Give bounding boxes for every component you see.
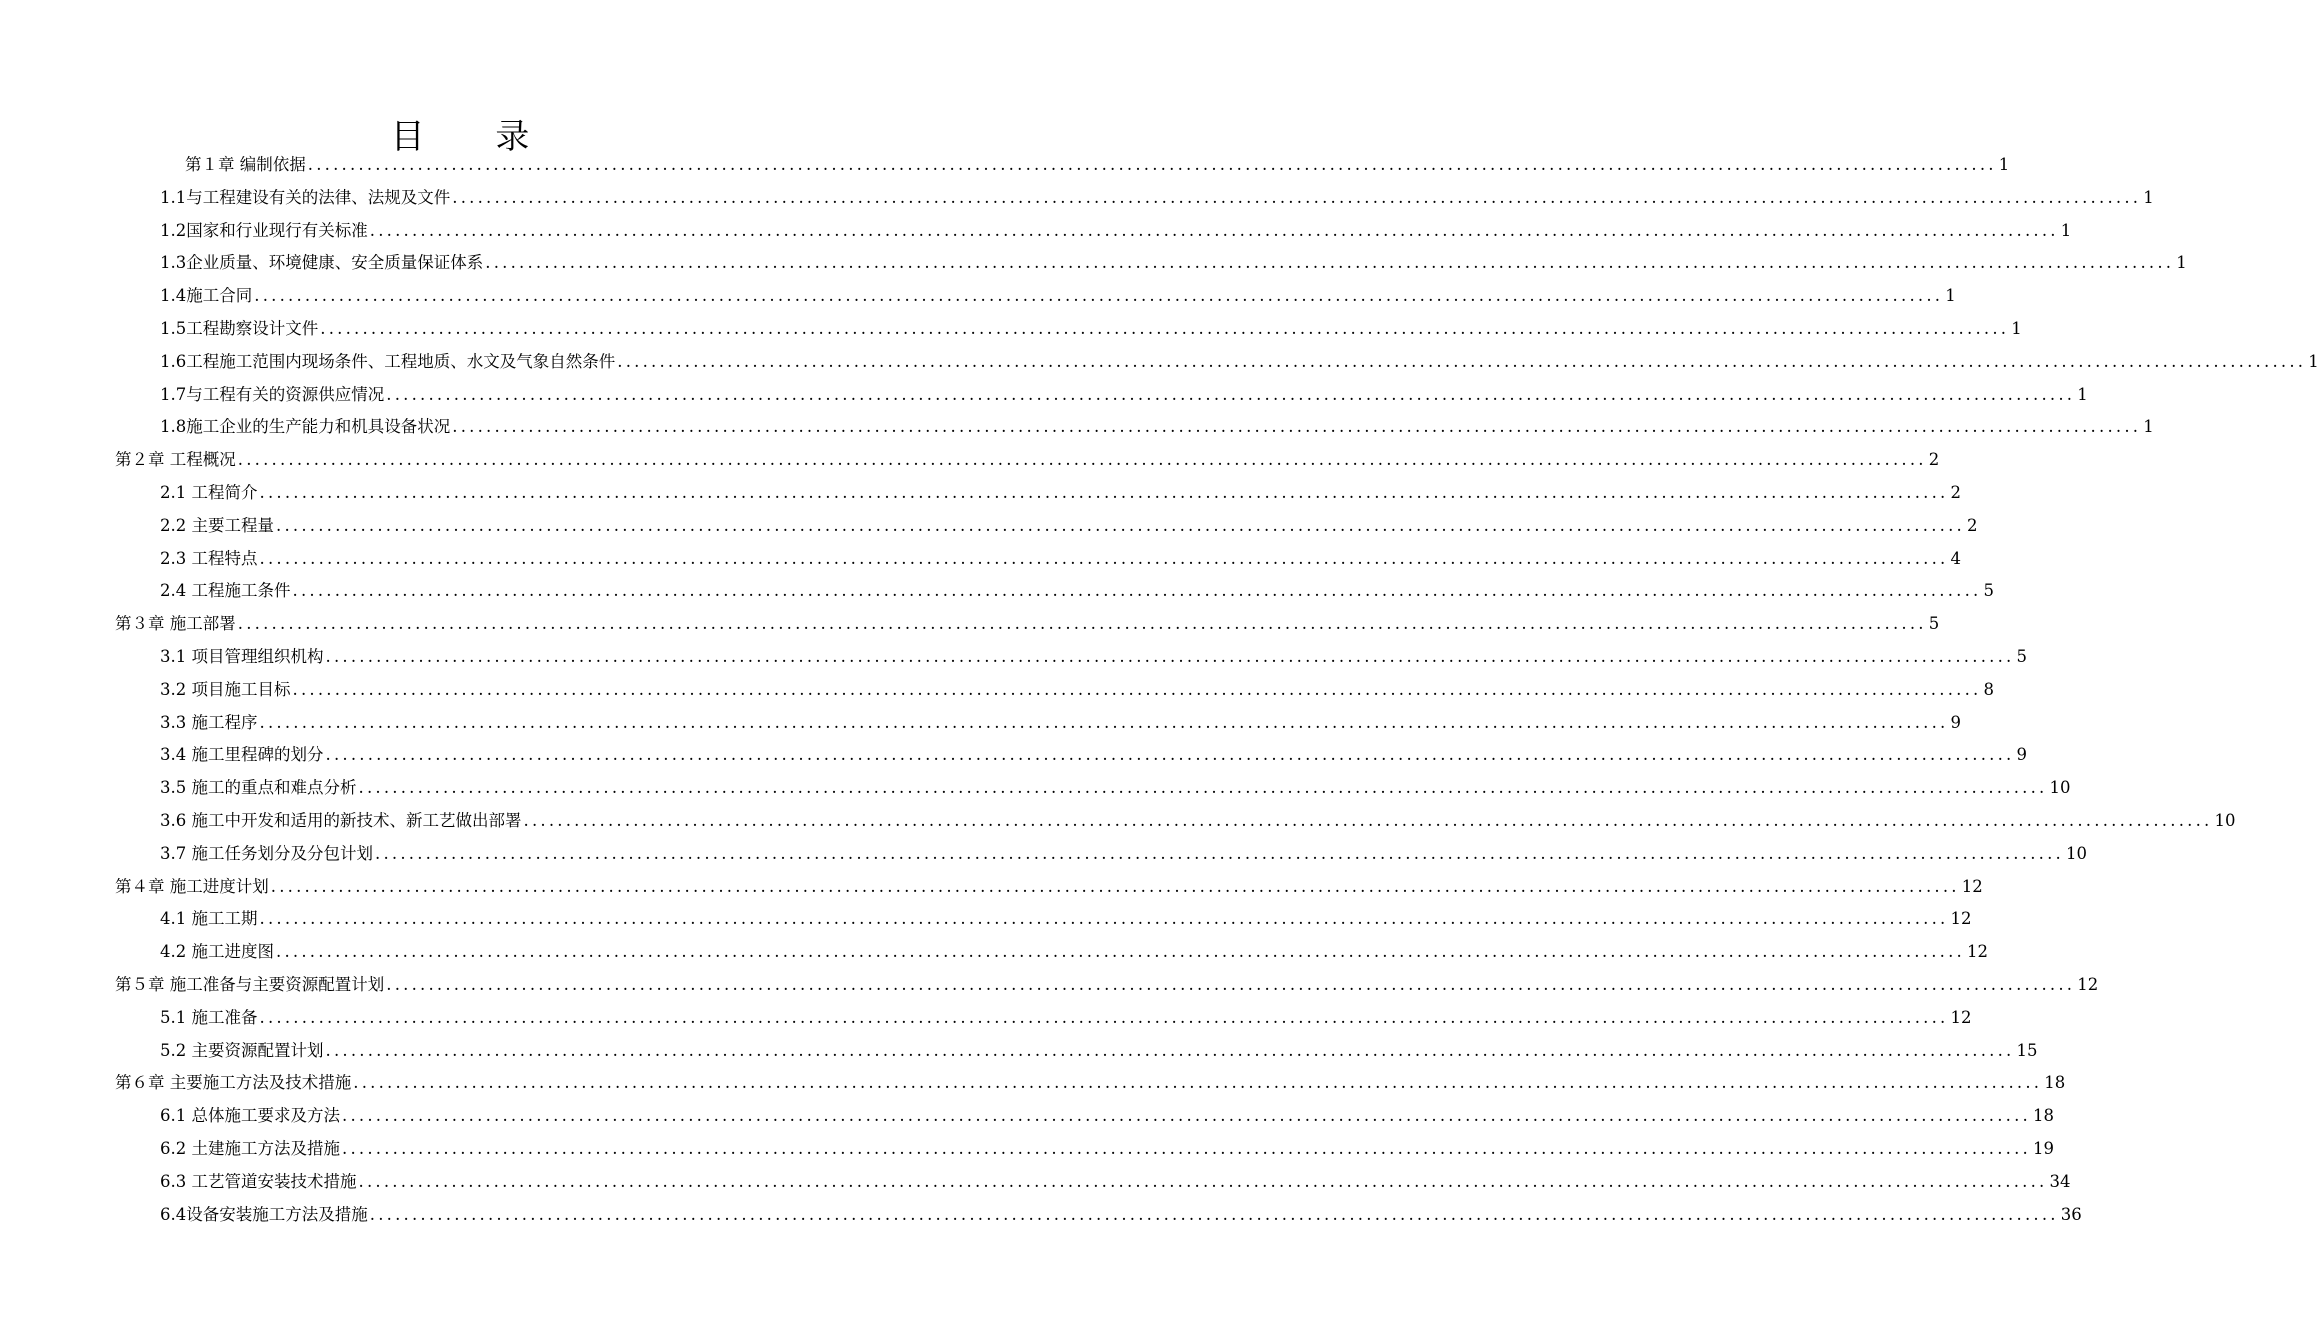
toc-page-number: 12: [1961, 876, 1983, 896]
toc-section-entry[interactable]: [160, 574, 1994, 602]
toc-section-entry[interactable]: [160, 837, 2087, 865]
toc-page-number: 1: [2176, 253, 2187, 273]
toc-page-number: 1: [2143, 187, 2154, 207]
toc-section-entry[interactable]: [160, 542, 1961, 570]
toc-leader-dots: ........................................................................................................................................................................................................: [276, 515, 1965, 535]
toc-leader-dots: ........................................................................................................................................................................................................: [237, 450, 1927, 470]
toc-page-number: 12: [1966, 942, 1988, 962]
toc-leader-dots: ........................................................................................................................................................................................................: [386, 384, 2076, 404]
toc-section-entry[interactable]: [160, 214, 2072, 242]
toc-chapter-entry[interactable]: [115, 443, 1940, 471]
toc-page-number: 2: [1928, 450, 1940, 470]
toc-entry-title: 6.4设备安装施工方法及措施: [160, 1204, 368, 1224]
toc-section-entry[interactable]: [160, 1034, 2038, 1062]
toc-section-entry[interactable]: [160, 1165, 2071, 1193]
toc-section-entry[interactable]: [160, 771, 2071, 799]
toc-page-number: 5: [1928, 614, 1940, 634]
toc-leader-dots: ........................................................................................................................................................................................................: [307, 155, 1997, 174]
toc-entry-title: 6.3 工艺管道安装技术措施: [160, 1171, 357, 1191]
toc-entry-title: 第３章 施工部署: [115, 614, 236, 634]
toc-page-number: 19: [2032, 1139, 2054, 1158]
toc-page-number: 2: [1966, 515, 1978, 535]
toc-entry-title: 1.2国家和行业现行有关标准: [160, 220, 368, 240]
toc-section-entry[interactable]: [160, 509, 1978, 537]
toc-entry-title: 3.3 施工程序: [160, 712, 258, 732]
toc-page-number: 1: [1998, 155, 2010, 174]
toc-leader-dots: ........................................................................................................................................................................................................: [452, 187, 2142, 207]
toc-entry-title: 4.1 施工工期: [160, 909, 258, 929]
toc-page-number: 1: [2143, 417, 2154, 437]
toc-section-entry[interactable]: [160, 476, 1961, 504]
toc-section-entry[interactable]: [160, 640, 2027, 668]
toc-entry-title: 1.1与工程建设有关的法律、法规及文件: [160, 187, 451, 207]
toc-section-entry[interactable]: [160, 804, 2236, 832]
toc-leader-dots: ........................................................................................................................................................................................................: [259, 483, 1949, 502]
toc-leader-dots: ........................................................................................................................................................................................................: [259, 1007, 1949, 1027]
toc-leader-dots: ........................................................................................................................................................................................................: [325, 647, 2015, 666]
toc-page-number: 2: [1950, 483, 1961, 502]
toc-section-entry[interactable]: [160, 935, 1988, 963]
toc-chapter-entry[interactable]: [115, 968, 2099, 996]
toc-leader-dots: ........................................................................................................................................................................................................: [259, 712, 1949, 732]
toc-page-number: 18: [2044, 1073, 2066, 1093]
toc-entry-title: 1.8施工企业的生产能力和机具设备状况: [160, 417, 451, 437]
toc-entry-title: 6.1 总体施工要求及方法: [160, 1106, 340, 1126]
toc-section-entry[interactable]: [160, 378, 2088, 406]
toc-entry-title: 3.5 施工的重点和难点分析: [160, 778, 357, 798]
toc-page-number: 18: [2032, 1106, 2054, 1126]
toc-section-entry[interactable]: [160, 246, 2187, 274]
toc-entry-title: 3.7 施工任务划分及分包计划: [160, 843, 373, 863]
toc-leader-dots: ........................................................................................................................................................................................................: [353, 1073, 2043, 1093]
toc-section-entry[interactable]: [160, 1132, 2054, 1160]
toc-entry-title: 第２章 工程概况: [115, 450, 236, 470]
toc-leader-dots: ........................................................................................................................................................................................................: [325, 1040, 2015, 1060]
toc-leader-dots: ........................................................................................................................................................................................................: [270, 876, 1960, 896]
toc-leader-dots: ........................................................................................................................................................................................................: [254, 286, 1944, 306]
toc-entry-title: 1.3企业质量、环境健康、安全质量保证体系: [160, 253, 484, 273]
toc-entry-title: 5.2 主要资源配置计划: [160, 1040, 324, 1060]
toc-leader-dots: ........................................................................................................................................................................................................: [452, 417, 2142, 437]
toc-leader-dots: ........................................................................................................................................................................................................: [358, 1171, 2048, 1191]
toc-page-number: 1: [2308, 351, 2319, 371]
toc-section-entry[interactable]: [160, 1099, 2054, 1127]
toc-entry-title: 1.4施工合同: [160, 286, 253, 306]
toc-page-number: 10: [2049, 778, 2071, 798]
toc-section-entry[interactable]: [160, 181, 2154, 209]
toc-leader-dots: ........................................................................................................................................................................................................: [292, 581, 1982, 601]
toc-chapter-entry[interactable]: [115, 1066, 2066, 1094]
toc-section-entry[interactable]: [160, 1001, 1972, 1029]
toc-page-number: 10: [2065, 843, 2087, 863]
toc-entry-title: 3.4 施工里程碑的划分: [160, 745, 324, 765]
toc-entry-title: 3.2 项目施工目标: [160, 679, 291, 699]
toc-leader-dots: ........................................................................................................................................................................................................: [369, 1204, 2059, 1224]
toc-section-entry[interactable]: [160, 902, 1972, 930]
toc-page-number: 9: [2016, 745, 2027, 765]
toc-section-entry[interactable]: [160, 738, 2027, 766]
toc-section-entry[interactable]: [160, 706, 1961, 734]
toc-entry-title: 2.4 工程施工条件: [160, 581, 291, 601]
toc-page-number: 12: [1950, 909, 1972, 929]
toc-chapter-entry[interactable]: [115, 870, 1983, 898]
toc-page-number: 15: [2016, 1040, 2038, 1060]
toc-leader-dots: ........................................................................................................................................................................................................: [259, 909, 1949, 929]
toc-leader-dots: ........................................................................................................................................................................................................: [259, 548, 1949, 568]
toc-section-entry[interactable]: [160, 1198, 2082, 1226]
toc-entry-title: 4.2 施工进度图: [160, 942, 274, 962]
toc-entry-title: 3.6 施工中开发和适用的新技术、新工艺做出部署: [160, 811, 522, 830]
toc-entry-title: 2.2 主要工程量: [160, 515, 274, 535]
toc-page-number: 5: [1983, 581, 1994, 601]
toc-leader-dots: ........................................................................................................................................................................................................: [617, 351, 2307, 371]
toc-leader-dots: ........................................................................................................................................................................................................: [342, 1106, 2031, 1126]
toc-entry-title: 2.1 工程简介: [160, 483, 258, 502]
toc-entry-title: 6.2 土建施工方法及措施: [160, 1139, 340, 1158]
toc-entry-title: 第５章 施工准备与主要资源配置计划: [115, 975, 385, 994]
toc-page-number: 34: [2049, 1171, 2071, 1191]
toc-section-entry[interactable]: [160, 345, 2319, 373]
toc-page-number: 5: [2016, 647, 2027, 666]
toc-leader-dots: ........................................................................................................................................................................................................: [386, 975, 2076, 994]
toc-entry-title: 2.3 工程特点: [160, 548, 258, 568]
toc-leader-dots: ........................................................................................................................................................................................................: [523, 811, 2213, 830]
toc-section-entry[interactable]: [160, 410, 2154, 438]
toc-leader-dots: ........................................................................................................................................................................................................: [369, 220, 2059, 240]
toc-page-number: 1: [2060, 220, 2072, 240]
toc-page-number: 36: [2060, 1204, 2082, 1224]
toc-section-entry[interactable]: [160, 279, 1956, 307]
toc-entry-title: 3.1 项目管理组织机构: [160, 647, 324, 666]
toc-entry-title: 5.1 施工准备: [160, 1007, 258, 1027]
toc-page-number: 12: [2077, 975, 2099, 994]
toc-leader-dots: ........................................................................................................................................................................................................: [325, 745, 2015, 765]
toc-entry-title: 第４章 施工进度计划: [115, 876, 269, 896]
toc-chapter-entry[interactable]: [185, 148, 2010, 176]
toc-entry-title: 第１章 编制依据: [185, 155, 306, 174]
toc-section-entry[interactable]: [160, 312, 2022, 340]
toc-page-number: 12: [1950, 1007, 1972, 1027]
toc-entry-title: 1.5工程勘察设计文件: [160, 319, 319, 338]
toc-leader-dots: ........................................................................................................................................................................................................: [342, 1139, 2031, 1158]
toc-page-number: 1: [1945, 286, 1956, 306]
toc-page-number: 9: [1950, 712, 1961, 732]
toc-page-number: 1: [2077, 384, 2088, 404]
toc-leader-dots: ........................................................................................................................................................................................................: [320, 319, 2010, 338]
toc-page-number: 4: [1950, 548, 1961, 568]
toc-leader-dots: ........................................................................................................................................................................................................: [292, 679, 1982, 699]
toc-title: 目 录: [390, 116, 560, 157]
toc-page-number: 1: [2011, 319, 2022, 338]
toc-leader-dots: ........................................................................................................................................................................................................: [237, 614, 1927, 634]
toc-leader-dots: ........................................................................................................................................................................................................: [375, 843, 2064, 863]
toc-page-number: 8: [1983, 679, 1994, 699]
toc-entry-title: 1.6工程施工范围内现场条件、工程地质、水文及气象自然条件: [160, 351, 616, 371]
toc-leader-dots: ........................................................................................................................................................................................................: [485, 253, 2175, 273]
toc-entry-title: 1.7与工程有关的资源供应情况: [160, 384, 385, 404]
toc-chapter-entry[interactable]: [115, 607, 1940, 635]
toc-section-entry[interactable]: [160, 673, 1994, 701]
toc-leader-dots: ........................................................................................................................................................................................................: [276, 942, 1965, 962]
toc-page-number: 10: [2214, 811, 2236, 830]
toc-leader-dots: ........................................................................................................................................................................................................: [358, 778, 2048, 798]
toc-entry-title: 第６章 主要施工方法及技术措施: [115, 1073, 352, 1093]
